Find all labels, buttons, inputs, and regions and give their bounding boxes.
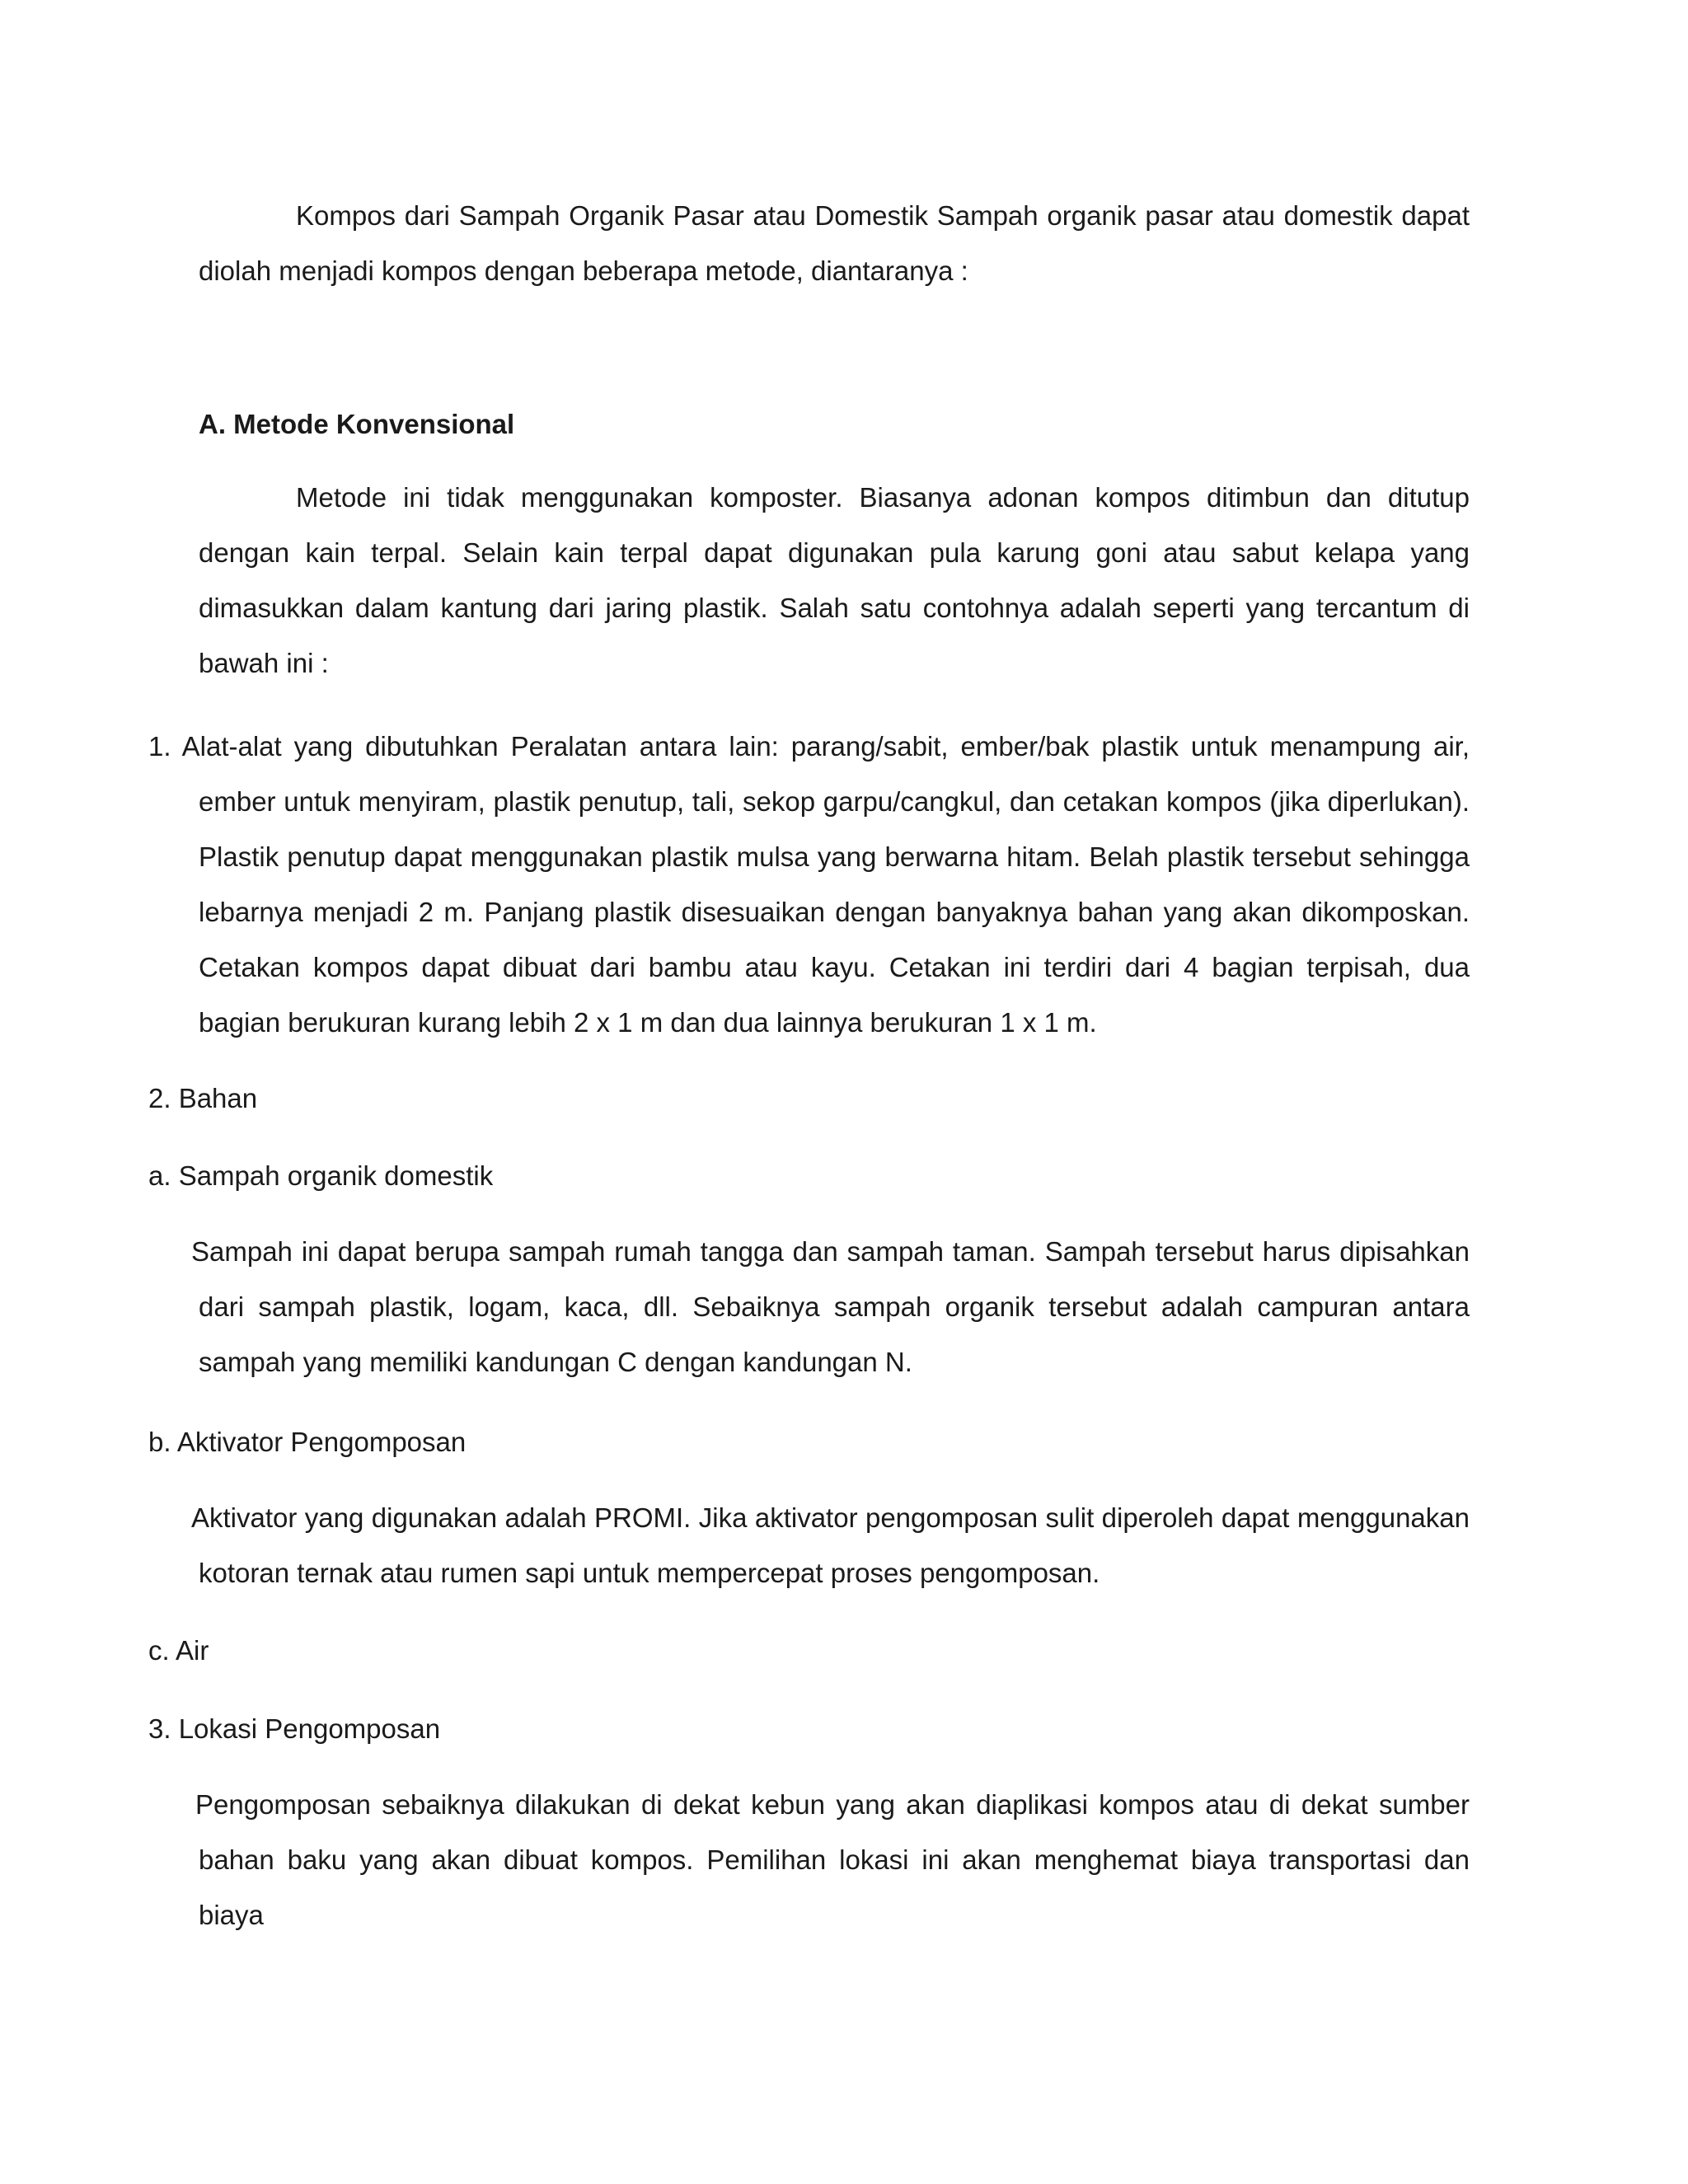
section-a-heading: A. Metode Konvensional bbox=[199, 409, 515, 439]
sub-item-aktivator-label: b. Aktivator Pengomposan bbox=[148, 1427, 467, 1457]
sub-item-sampah-paragraph: Sampah ini dapat berupa sampah rumah tangga dan sampah taman. Sampah tersebut harus dipisahkan dari sampah plastik, logam, kaca, dll. Sebaiknya sampah organik tersebut adalah campuran antara sampah yang memiliki kandungan C dengan kandungan N. bbox=[191, 1236, 1470, 1377]
list-item-lokasi-label: 3. Lokasi Pengomposan bbox=[148, 1713, 441, 1744]
sub-item-air-label: c. Air bbox=[148, 1635, 209, 1666]
list-item-bahan-label: 2. Bahan bbox=[148, 1083, 258, 1113]
intro-paragraph: Kompos dari Sampah Organik Pasar atau Domestik Sampah organik pasar atau domestik dapat diolah menjadi kompos dengan beberapa metode, diantaranya : bbox=[199, 200, 1470, 286]
section-a-paragraph: Metode ini tidak menggunakan komposter. Biasanya adonan kompos ditimbun dan ditutup dengan kain terpal. Selain kain terpal dapat digunakan pula karung goni atau sabut kelapa yang dimasukkan dalam kantung dari jaring plastik. Salah satu contohnya adalah seperti yang tercantum di bawah ini : bbox=[199, 482, 1470, 678]
sub-item-aktivator-paragraph: Aktivator yang digunakan adalah PROMI. Jika aktivator pengomposan sulit diperoleh dapat menggunakan kotoran ternak atau rumen sapi untuk mempercepat proses pengomposan. bbox=[191, 1502, 1470, 1588]
list-item-alat: 1. Alat-alat yang dibutuhkan Peralatan antara lain: parang/sabit, ember/bak plastik untuk menampung air, ember untuk menyiram, plastik penutup, tali, sekop garpu/cangkul, dan cetakan kompos (jika diperlukan). Plastik penutup dapat menggunakan plastik mulsa yang berwarna hitam. Belah plastik tersebut sehingga lebarnya menjadi 2 m. Panjang plastik disesuaikan dengan banyaknya bahan yang akan dikomposkan. Cetakan kompos dapat dibuat dari bambu atau kayu. Cetakan ini terdiri dari 4 bagian terpisah, dua bagian berukuran kurang lebih 2 x 1 m dan dua lainnya berukuran 1 x 1 m. bbox=[148, 731, 1470, 1038]
sub-item-sampah-label: a. Sampah organik domestik bbox=[148, 1160, 494, 1191]
list-item-lokasi-paragraph: Pengomposan sebaiknya dilakukan di dekat kebun yang akan diaplikasi kompos atau di dekat sumber bahan baku yang akan dibuat kompos. Pemilihan lokasi ini akan menghemat biaya transportasi dan biaya bbox=[195, 1789, 1470, 1930]
